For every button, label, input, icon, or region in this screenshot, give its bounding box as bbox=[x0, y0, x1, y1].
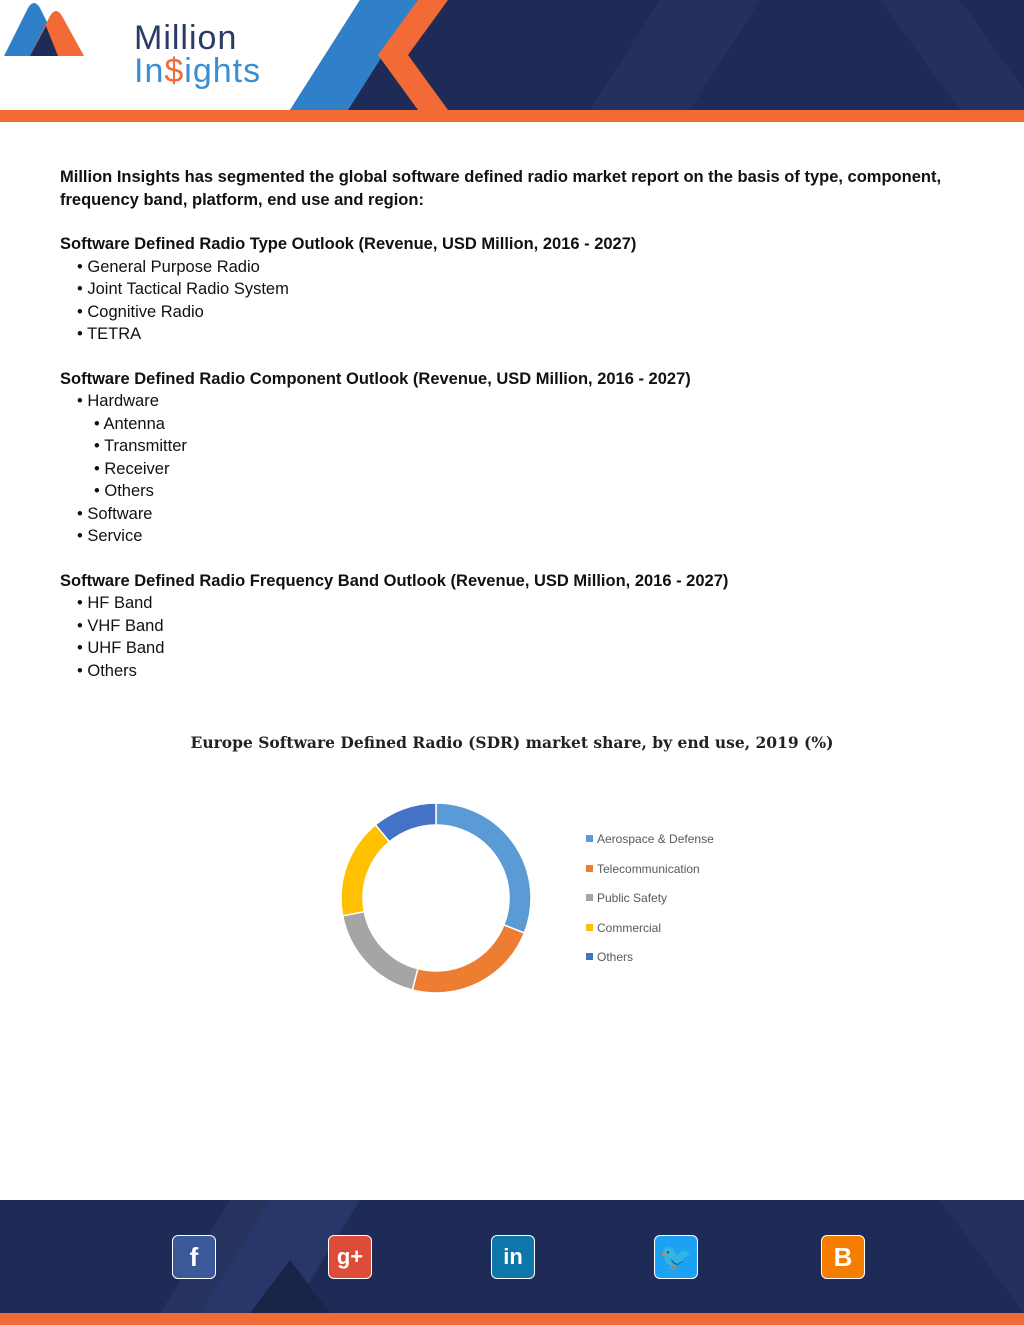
legend-label: Public Safety bbox=[597, 891, 668, 905]
report-content bbox=[60, 166, 960, 704]
section-title: Software Defined Radio Type Outlook (Revenue, USD Million, 2016 - 2027) bbox=[60, 235, 637, 253]
legend-label: Others bbox=[597, 950, 634, 964]
brand-name bbox=[134, 19, 262, 90]
legend-label: Telecommunication bbox=[597, 861, 700, 876]
list-item: • UHF Band bbox=[60, 637, 960, 660]
list-item: • VHF Band bbox=[60, 615, 960, 638]
donut-slice-public-safety bbox=[343, 912, 418, 990]
list-subitem: • Antenna bbox=[60, 413, 960, 436]
list-item: • TETRA bbox=[60, 323, 960, 346]
donut-slice-others bbox=[375, 803, 436, 842]
twitter-icon[interactable]: 🐦 bbox=[654, 1235, 698, 1279]
list-item: • Hardware bbox=[60, 390, 960, 413]
intro-text: Million Insights has segmented the global software defined radio market report on the basis of type, component, frequency band, platform, end use and region: bbox=[60, 168, 942, 209]
list-item: • Software bbox=[60, 503, 960, 526]
legend-swatch bbox=[586, 953, 593, 960]
google-plus-icon[interactable]: g+ bbox=[328, 1235, 372, 1279]
list-item: • Service bbox=[60, 525, 960, 548]
list-subitem: • Others bbox=[60, 480, 960, 503]
legend-label: Aerospace & Defense bbox=[597, 832, 714, 846]
chart-title: Europe Software Defined Radio (SDR) market share, by end use, 2019 (%) bbox=[190, 733, 834, 752]
legend-swatch bbox=[586, 924, 593, 931]
million-insights-logo-icon bbox=[0, 0, 88, 62]
section-title: Software Defined Radio Component Outlook (Revenue, USD Million, 2016 - 2027) bbox=[60, 369, 691, 388]
list-item: • General Purpose Radio bbox=[60, 256, 960, 279]
header-banner bbox=[0, 0, 1024, 122]
chart-legend bbox=[586, 832, 714, 980]
linkedin-icon[interactable]: in bbox=[491, 1235, 535, 1279]
list-subitem: • Receiver bbox=[60, 458, 960, 481]
donut-slice-telecommunication bbox=[412, 925, 524, 993]
type-outlook-section bbox=[60, 233, 960, 346]
legend-item bbox=[586, 832, 714, 862]
brand-line2-post: ights bbox=[184, 52, 262, 90]
legend-label: Commercial bbox=[597, 920, 662, 935]
brand-dollar: $ bbox=[164, 52, 185, 90]
legend-swatch bbox=[586, 894, 593, 901]
donut-slice-aerospace-defense bbox=[436, 803, 531, 933]
legend-item bbox=[586, 950, 714, 980]
list-item: • Others bbox=[60, 660, 960, 683]
donut-slice-commercial bbox=[341, 825, 389, 916]
component-outlook-section bbox=[60, 368, 960, 548]
blogger-icon[interactable]: B bbox=[821, 1235, 865, 1279]
brand-name-line1: Million bbox=[134, 19, 238, 57]
list-item: • HF Band bbox=[60, 592, 960, 615]
brand-line2-pre: In bbox=[134, 52, 165, 90]
legend-swatch bbox=[586, 865, 593, 872]
legend-item bbox=[586, 862, 714, 892]
frequency-band-outlook-section bbox=[60, 570, 960, 683]
list-subitem: • Transmitter bbox=[60, 435, 960, 458]
section-title: Software Defined Radio Frequency Band Outlook (Revenue, USD Million, 2016 - 2027) bbox=[60, 571, 729, 590]
facebook-icon[interactable]: f bbox=[172, 1235, 216, 1279]
legend-item bbox=[586, 891, 714, 921]
list-item: • Joint Tactical Radio System bbox=[60, 278, 960, 301]
brand-name-line2 bbox=[134, 52, 262, 90]
donut-chart bbox=[330, 780, 545, 1015]
list-item: • Cognitive Radio bbox=[60, 301, 960, 324]
legend-item bbox=[586, 921, 714, 951]
legend-swatch bbox=[586, 835, 593, 842]
